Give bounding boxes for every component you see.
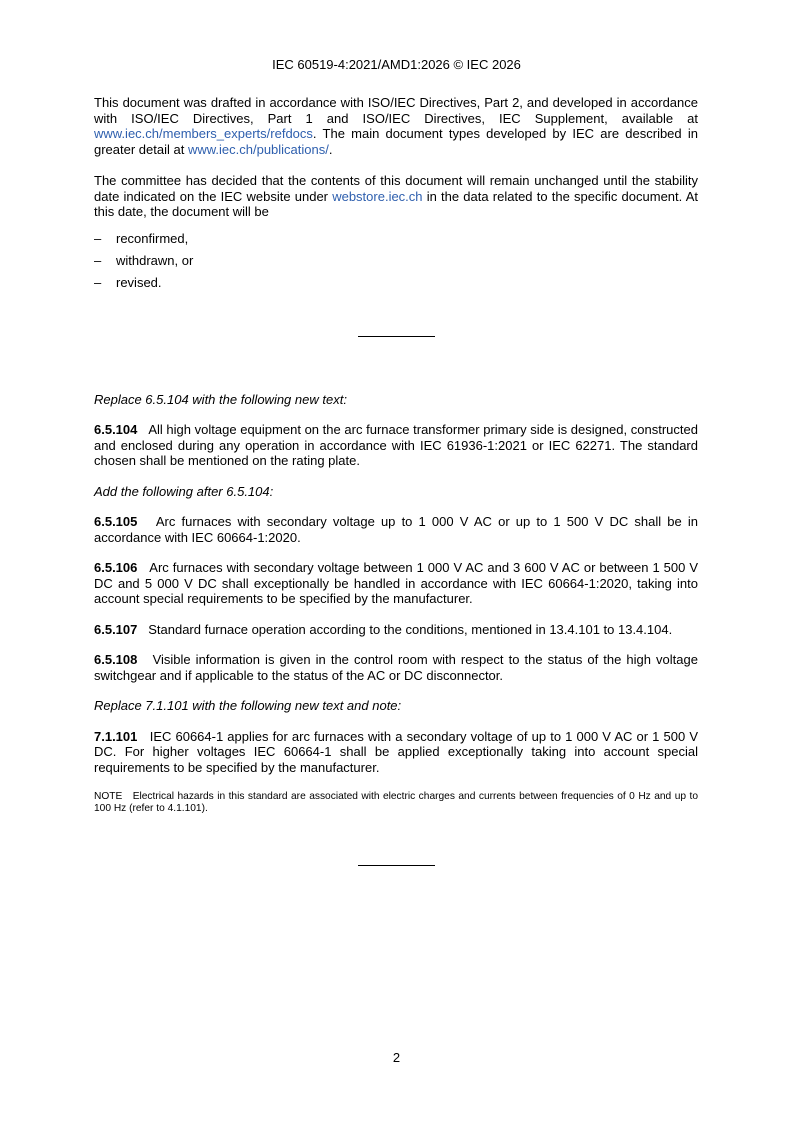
text-run: This document was drafted in accordance with ISO/IEC Directives, Part 2, and developed in accordance with ISO/IEC Directives, Part 1 and ISO/IEC Directives, IEC Supplement, available at (94, 95, 698, 126)
dash-marker: – (94, 274, 102, 290)
dash-marker: – (94, 252, 102, 268)
note-label: NOTE (94, 791, 123, 802)
clause-7-1-101 (94, 729, 698, 776)
text-run: . (328, 141, 333, 157)
clause-text: IEC 60664-1 applies for arc furnaces with a secondary voltage of up to 1 000 V AC or 1 500 V DC. For higher voltages IEC 60664-1 shall be applied exceptionally taking into account special requirements to be specified by the manufacturer. (94, 728, 698, 775)
clause-number: 7.1.101 (94, 728, 138, 744)
page-content (94, 95, 698, 866)
text-run: in the data related to the specific document. At this date, the document will be (94, 188, 699, 219)
clause-text: Arc furnaces with secondary voltage up to 1 000 V AC or up to 1 500 V DC shall be in accordance with IEC 60664-1:2020. (94, 514, 698, 545)
list-item (94, 275, 698, 297)
clause-text: All high voltage equipment on the arc furnace transformer primary side is designed, constructed and enclosed during any operation in accordance with IEC 61936-1:2021 or IEC 62271. The standard chosen shall be mentioned on the rating plate. (94, 422, 698, 468)
clause-text: Visible information is given in the control room with respect to the status of the high voltage switchgear and if applicable to the status of the AC or DC disconnector. (94, 652, 698, 683)
clause-6-5-104 (94, 422, 698, 469)
webstore-link[interactable]: webstore.iec.ch (332, 188, 423, 204)
note (94, 791, 698, 815)
list-item-text: reconfirmed, (116, 230, 189, 246)
foreword-paragraph-2 (94, 173, 698, 220)
clause-6-5-108 (94, 652, 698, 683)
clause-number: 6.5.108 (94, 652, 138, 667)
list-item (94, 231, 698, 253)
instruction-replace-7-1-101: Replace 7.1.101 with the following new text and note: (94, 698, 402, 713)
text-run: The committee has decided that the contents of this document will remain unchanged until the stability date indicated on the IEC website under (94, 173, 698, 204)
page-number: 2 (392, 1050, 401, 1065)
clause-6-5-105 (94, 514, 698, 545)
list-item-text: withdrawn, or (116, 252, 194, 268)
instruction-replace-6-5-104: Replace 6.5.104 with the following new text: (94, 391, 347, 407)
publications-link[interactable]: www.iec.ch/publications/ (187, 141, 329, 157)
clause-number: 6.5.104 (94, 422, 138, 437)
text-run: . The main document types developed by IEC are described in greater detail at (94, 126, 698, 157)
clause-text: Standard furnace operation according to the conditions, mentioned in 13.4.101 to 13.4.104. (148, 621, 673, 637)
clause-number: 6.5.107 (94, 621, 138, 637)
separator-line (358, 336, 435, 337)
clause-6-5-107 (94, 622, 698, 638)
clause-6-5-106 (94, 560, 698, 607)
note-text: Electrical hazards in this standard are associated with electric charges and currents between frequencies of 0 Hz and up to 100 Hz (refer to 4.1.101). (94, 791, 698, 814)
foreword-paragraph-1 (94, 95, 698, 157)
clause-number: 6.5.105 (94, 514, 138, 529)
status-list (94, 231, 698, 297)
refdocs-link[interactable]: www.iec.ch/members_experts/refdocs (94, 126, 313, 141)
clause-text: Arc furnaces with secondary voltage between 1 000 V AC and 3 600 V AC or between 1 500 V DC and 5 000 V DC shall exceptionally be handled in accordance with IEC 60664-1:2020, taking into account special requirements to be specified by the manufacturer. (94, 560, 698, 606)
list-item (94, 253, 698, 275)
dash-marker: – (94, 230, 102, 246)
list-item-text: revised. (116, 274, 162, 290)
page-header: IEC 60519-4:2021/AMD1:2026 © IEC 2026 (272, 57, 521, 72)
separator-line (358, 865, 435, 866)
clause-number: 6.5.106 (94, 560, 138, 575)
instruction-add-after: Add the following after 6.5.104: (94, 483, 274, 499)
